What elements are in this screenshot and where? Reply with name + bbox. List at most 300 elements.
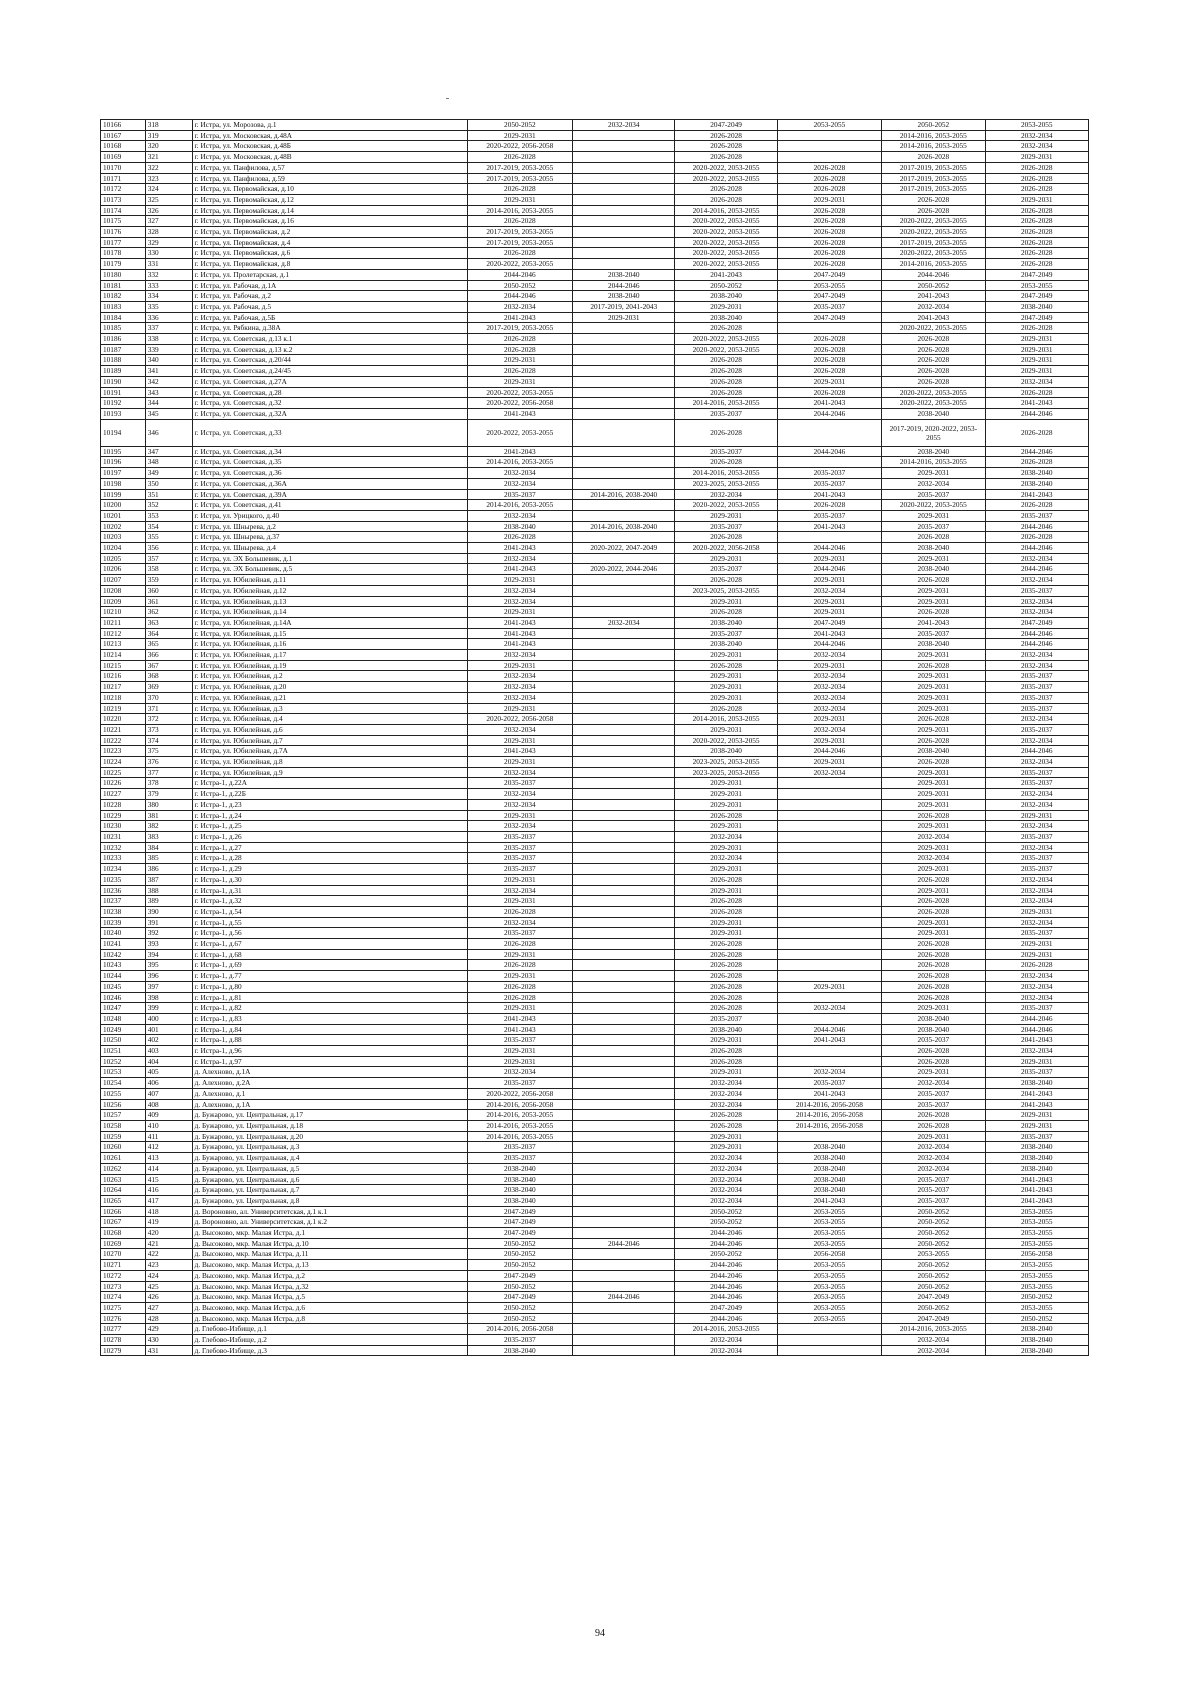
period-col-2-cell	[573, 141, 675, 152]
period-col-3-cell: 2020-2022, 2053-2055	[675, 334, 777, 345]
item-number-cell: 429	[145, 1324, 192, 1335]
item-number-cell: 355	[145, 532, 192, 543]
period-col-5-cell: 2017-2019, 2053-2055	[882, 173, 985, 184]
period-col-2-cell	[573, 885, 675, 896]
record-number-cell: 10254	[101, 1078, 146, 1089]
period-col-2-cell	[573, 1142, 675, 1153]
period-col-6-cell: 2035-2037	[985, 864, 1088, 875]
period-col-6-cell: 2032-2034	[985, 971, 1088, 982]
period-col-2-cell	[573, 671, 675, 682]
item-number-cell: 319	[145, 130, 192, 141]
period-col-1-cell: 2017-2019, 2053-2055	[467, 227, 573, 238]
period-col-4-cell: 2032-2034	[777, 692, 881, 703]
period-col-1-cell: 2038-2040	[467, 1174, 573, 1185]
scan-artifact	[446, 98, 449, 99]
period-col-4-cell: 2035-2037	[777, 301, 881, 312]
record-number-cell: 10269	[101, 1238, 146, 1249]
period-col-3-cell: 2026-2028	[675, 387, 777, 398]
period-col-3-cell: 2020-2022, 2053-2055	[675, 500, 777, 511]
period-col-6-cell: 2038-2040	[985, 1163, 1088, 1174]
table-row	[101, 767, 1089, 778]
item-number-cell: 354	[145, 521, 192, 532]
address-cell: д. Глебово-Избище, д.3	[192, 1345, 467, 1356]
record-number-cell: 10241	[101, 939, 146, 950]
period-col-3-cell: 2029-2031	[675, 553, 777, 564]
record-number-cell: 10204	[101, 543, 146, 554]
period-col-1-cell: 2035-2037	[467, 842, 573, 853]
period-col-2-cell	[573, 874, 675, 885]
period-col-4-cell: 2041-2043	[777, 1035, 881, 1046]
record-number-cell: 10179	[101, 259, 146, 270]
period-col-6-cell: 2047-2049	[985, 269, 1088, 280]
item-number-cell: 420	[145, 1228, 192, 1239]
table-row	[101, 971, 1089, 982]
period-col-4-cell: 2029-2031	[777, 607, 881, 618]
table-row	[101, 650, 1089, 661]
address-cell: г. Истра, ул. Советская, д.36	[192, 468, 467, 479]
period-col-1-cell: 2026-2028	[467, 532, 573, 543]
period-col-6-cell: 2044-2046	[985, 408, 1088, 419]
item-number-cell: 323	[145, 173, 192, 184]
period-col-1-cell: 2020-2022, 2056-2058	[467, 714, 573, 725]
record-number-cell: 10211	[101, 617, 146, 628]
item-number-cell: 357	[145, 553, 192, 564]
period-col-6-cell: 2038-2040	[985, 1345, 1088, 1356]
period-col-4-cell: 2044-2046	[777, 746, 881, 757]
period-col-5-cell: 2014-2016, 2053-2055	[882, 1324, 985, 1335]
address-cell: г. Истра-1, д.24	[192, 810, 467, 821]
period-col-1-cell: 2050-2052	[467, 1313, 573, 1324]
address-cell: г. Истра, ул. Юбилейная, д.6	[192, 724, 467, 735]
table-row	[101, 1345, 1089, 1356]
period-col-1-cell: 2017-2019, 2053-2055	[467, 323, 573, 334]
table-row	[101, 152, 1089, 163]
period-col-6-cell: 2032-2034	[985, 141, 1088, 152]
period-col-6-cell: 2038-2040	[985, 468, 1088, 479]
period-col-5-cell: 2026-2028	[882, 344, 985, 355]
table-row	[101, 789, 1089, 800]
address-cell: г. Истра, ул. Юбилейная, д.2	[192, 671, 467, 682]
period-col-5-cell: 2029-2031	[882, 703, 985, 714]
period-col-5-cell: 2029-2031	[882, 650, 985, 661]
period-col-4-cell: 2044-2046	[777, 408, 881, 419]
item-number-cell: 415	[145, 1174, 192, 1185]
table-row	[101, 1035, 1089, 1046]
address-cell: д. Бужарово, ул. Центральная, д.8	[192, 1195, 467, 1206]
period-col-3-cell: 2044-2046	[675, 1238, 777, 1249]
period-col-4-cell: 2044-2046	[777, 639, 881, 650]
period-col-1-cell: 2026-2028	[467, 184, 573, 195]
address-cell: д. Бужарово, ул. Центральная, д.18	[192, 1120, 467, 1131]
period-col-2-cell	[573, 1088, 675, 1099]
address-cell: г. Истра, ул. Юбилейная, д.19	[192, 660, 467, 671]
item-number-cell: 371	[145, 703, 192, 714]
item-number-cell: 360	[145, 585, 192, 596]
period-col-2-cell: 2014-2016, 2038-2040	[573, 489, 675, 500]
period-col-1-cell: 2029-2031	[467, 874, 573, 885]
period-col-5-cell: 2038-2040	[882, 746, 985, 757]
period-col-4-cell: 2026-2028	[777, 355, 881, 366]
period-col-1-cell: 2029-2031	[467, 735, 573, 746]
item-number-cell: 322	[145, 162, 192, 173]
period-col-4-cell	[777, 141, 881, 152]
period-col-5-cell: 2035-2037	[882, 521, 985, 532]
table-row	[101, 639, 1089, 650]
item-number-cell: 410	[145, 1120, 192, 1131]
period-col-3-cell: 2023-2025, 2053-2055	[675, 585, 777, 596]
period-col-5-cell: 2026-2028	[882, 1056, 985, 1067]
period-col-1-cell: 2026-2028	[467, 344, 573, 355]
period-col-1-cell: 2029-2031	[467, 575, 573, 586]
period-col-3-cell: 2038-2040	[675, 639, 777, 650]
period-col-6-cell: 2026-2028	[985, 259, 1088, 270]
record-number-cell: 10228	[101, 799, 146, 810]
table-row	[101, 714, 1089, 725]
period-col-2-cell	[573, 842, 675, 853]
period-col-3-cell: 2029-2031	[675, 864, 777, 875]
table-row	[101, 617, 1089, 628]
period-col-4-cell: 2035-2037	[777, 478, 881, 489]
table-row	[101, 478, 1089, 489]
period-col-6-cell: 2026-2028	[985, 532, 1088, 543]
record-number-cell: 10192	[101, 398, 146, 409]
period-col-2-cell	[573, 173, 675, 184]
period-col-4-cell	[777, 532, 881, 543]
period-col-1-cell: 2029-2031	[467, 194, 573, 205]
period-col-6-cell: 2041-2043	[985, 1185, 1088, 1196]
period-col-1-cell: 2035-2037	[467, 1335, 573, 1346]
period-col-6-cell: 2038-2040	[985, 301, 1088, 312]
period-col-3-cell: 2020-2022, 2053-2055	[675, 344, 777, 355]
period-col-2-cell	[573, 344, 675, 355]
period-col-5-cell: 2038-2040	[882, 639, 985, 650]
record-number-cell: 10243	[101, 960, 146, 971]
record-number-cell: 10235	[101, 874, 146, 885]
period-col-2-cell	[573, 585, 675, 596]
record-number-cell: 10168	[101, 141, 146, 152]
record-number-cell: 10191	[101, 387, 146, 398]
period-col-2-cell	[573, 1046, 675, 1057]
table-row	[101, 457, 1089, 468]
record-number-cell: 10186	[101, 334, 146, 345]
address-cell: г. Истра, ул. Юбилейная, д.7А	[192, 746, 467, 757]
period-col-5-cell: 2029-2031	[882, 767, 985, 778]
period-col-2-cell	[573, 152, 675, 163]
address-cell: г. Истра, ул. Первомайская, д.6	[192, 248, 467, 259]
record-number-cell: 10208	[101, 585, 146, 596]
period-col-6-cell: 2026-2028	[985, 323, 1088, 334]
address-cell: г. Истра, ул. Советская, д.35	[192, 457, 467, 468]
period-col-3-cell: 2044-2046	[675, 1292, 777, 1303]
period-col-1-cell: 2041-2043	[467, 543, 573, 554]
address-cell: г. Истра, ул. Юбилейная, д.14	[192, 607, 467, 618]
table-row	[101, 1324, 1089, 1335]
period-col-3-cell: 2026-2028	[675, 810, 777, 821]
item-number-cell: 428	[145, 1313, 192, 1324]
address-cell: д. Глебово-Избище, д.2	[192, 1335, 467, 1346]
period-col-1-cell: 2032-2034	[467, 301, 573, 312]
table-row	[101, 130, 1089, 141]
period-col-4-cell	[777, 896, 881, 907]
period-col-5-cell: 2041-2043	[882, 312, 985, 323]
period-col-6-cell: 2035-2037	[985, 703, 1088, 714]
period-col-6-cell: 2044-2046	[985, 628, 1088, 639]
period-col-3-cell: 2044-2046	[675, 1228, 777, 1239]
period-col-2-cell	[573, 532, 675, 543]
period-col-5-cell: 2032-2034	[882, 1335, 985, 1346]
period-col-4-cell	[777, 1131, 881, 1142]
period-col-2-cell: 2044-2046	[573, 280, 675, 291]
record-number-cell: 10174	[101, 205, 146, 216]
item-number-cell: 406	[145, 1078, 192, 1089]
period-col-6-cell: 2026-2028	[985, 173, 1088, 184]
period-col-5-cell: 2035-2037	[882, 1195, 985, 1206]
period-col-2-cell	[573, 917, 675, 928]
period-col-2-cell	[573, 553, 675, 564]
period-col-1-cell: 2029-2031	[467, 971, 573, 982]
period-col-4-cell: 2026-2028	[777, 205, 881, 216]
period-col-6-cell: 2035-2037	[985, 1067, 1088, 1078]
table-row	[101, 120, 1089, 131]
period-col-5-cell: 2014-2016, 2053-2055	[882, 130, 985, 141]
address-cell: г. Истра, ул. Советская, д.36А	[192, 478, 467, 489]
period-col-4-cell: 2032-2034	[777, 1003, 881, 1014]
item-number-cell: 344	[145, 398, 192, 409]
address-cell: г. Истра, ул. Шнырева, д.37	[192, 532, 467, 543]
period-col-3-cell: 2029-2031	[675, 682, 777, 693]
record-number-cell: 10272	[101, 1270, 146, 1281]
period-col-4-cell	[777, 789, 881, 800]
period-col-4-cell: 2053-2055	[777, 1238, 881, 1249]
period-col-4-cell	[777, 323, 881, 334]
period-col-3-cell: 2014-2016, 2053-2055	[675, 714, 777, 725]
item-number-cell: 375	[145, 746, 192, 757]
period-col-1-cell: 2026-2028	[467, 906, 573, 917]
period-col-1-cell: 2041-2043	[467, 617, 573, 628]
item-number-cell: 369	[145, 682, 192, 693]
address-cell: г. Истра-1, д.28	[192, 853, 467, 864]
period-col-1-cell: 2032-2034	[467, 799, 573, 810]
period-col-1-cell: 2026-2028	[467, 366, 573, 377]
table-row	[101, 1174, 1089, 1185]
period-col-1-cell: 2035-2037	[467, 489, 573, 500]
address-cell: г. Истра, ул. Советская, д.41	[192, 500, 467, 511]
address-cell: д. Алехново, д.1А	[192, 1099, 467, 1110]
period-col-2-cell	[573, 248, 675, 259]
period-col-4-cell	[777, 864, 881, 875]
address-cell: г. Истра-1, д.22Б	[192, 789, 467, 800]
table-row	[101, 1206, 1089, 1217]
address-cell: д. Бужарово, ул. Центральная, д.4	[192, 1153, 467, 1164]
address-cell: д. Высоково, мкр. Малая Истра, д.32	[192, 1281, 467, 1292]
table-row	[101, 1099, 1089, 1110]
period-col-4-cell: 2038-2040	[777, 1174, 881, 1185]
address-cell: г. Истра-1, д.29	[192, 864, 467, 875]
item-number-cell: 343	[145, 387, 192, 398]
period-col-4-cell: 2044-2046	[777, 564, 881, 575]
period-col-6-cell: 2032-2034	[985, 885, 1088, 896]
period-col-5-cell: 2020-2022, 2053-2055	[882, 398, 985, 409]
address-cell: г. Истра, ул. Шнырева, д.2	[192, 521, 467, 532]
period-col-2-cell	[573, 799, 675, 810]
record-number-cell: 10239	[101, 917, 146, 928]
period-col-2-cell	[573, 1345, 675, 1356]
period-col-1-cell: 2029-2031	[467, 130, 573, 141]
item-number-cell: 361	[145, 596, 192, 607]
record-number-cell: 10266	[101, 1206, 146, 1217]
item-number-cell: 379	[145, 789, 192, 800]
record-number-cell: 10248	[101, 1013, 146, 1024]
page-number: 94	[595, 1628, 605, 1639]
period-col-5-cell: 2026-2028	[882, 939, 985, 950]
item-number-cell: 403	[145, 1046, 192, 1057]
period-col-5-cell: 2050-2052	[882, 1260, 985, 1271]
address-cell: г. Истра-1, д.96	[192, 1046, 467, 1057]
record-number-cell: 10225	[101, 767, 146, 778]
item-number-cell: 339	[145, 344, 192, 355]
record-number-cell: 10195	[101, 446, 146, 457]
address-cell: д. Вороновно, ал. Университетская, д.1 к.1	[192, 1206, 467, 1217]
record-number-cell: 10250	[101, 1035, 146, 1046]
period-col-4-cell: 2029-2031	[777, 194, 881, 205]
address-cell: г. Истра, ул. Юбилейная, д.7	[192, 735, 467, 746]
table-row	[101, 259, 1089, 270]
table-row	[101, 237, 1089, 248]
period-col-6-cell: 2032-2034	[985, 575, 1088, 586]
address-cell: г. Истра-1, д.22А	[192, 778, 467, 789]
period-col-2-cell: 2032-2034	[573, 120, 675, 131]
period-col-6-cell: 2038-2040	[985, 1324, 1088, 1335]
table-row	[101, 323, 1089, 334]
period-col-5-cell: 2038-2040	[882, 446, 985, 457]
address-cell: г. Истра-1, д.27	[192, 842, 467, 853]
period-col-2-cell	[573, 639, 675, 650]
address-cell: д. Глебово-Избище, д.1	[192, 1324, 467, 1335]
record-number-cell: 10275	[101, 1302, 146, 1313]
period-col-6-cell: 2032-2034	[985, 607, 1088, 618]
table-row	[101, 1142, 1089, 1153]
period-col-5-cell: 2026-2028	[882, 971, 985, 982]
period-col-3-cell: 2026-2028	[675, 981, 777, 992]
record-number-cell: 10216	[101, 671, 146, 682]
period-col-4-cell	[777, 1335, 881, 1346]
item-number-cell: 383	[145, 832, 192, 843]
table-row	[101, 194, 1089, 205]
item-number-cell: 421	[145, 1238, 192, 1249]
period-col-6-cell: 2029-2031	[985, 939, 1088, 950]
period-col-4-cell	[777, 1324, 881, 1335]
period-col-2-cell	[573, 216, 675, 227]
period-col-5-cell: 2020-2022, 2053-2055	[882, 227, 985, 238]
period-col-4-cell: 2029-2031	[777, 757, 881, 768]
period-col-6-cell: 2041-2043	[985, 1099, 1088, 1110]
period-col-5-cell: 2029-2031	[882, 799, 985, 810]
address-cell: г. Истра, ул. Первомайская, д.4	[192, 237, 467, 248]
period-col-4-cell: 2038-2040	[777, 1163, 881, 1174]
period-col-4-cell: 2044-2046	[777, 543, 881, 554]
item-number-cell: 423	[145, 1260, 192, 1271]
address-cell: г. Истра, ул. Рабочая, д.2	[192, 291, 467, 302]
item-number-cell: 330	[145, 248, 192, 259]
address-cell: г. Истра, ул. Первомайская, д.12	[192, 194, 467, 205]
period-col-4-cell	[777, 917, 881, 928]
period-col-2-cell	[573, 408, 675, 419]
period-col-4-cell	[777, 949, 881, 960]
period-col-4-cell: 2032-2034	[777, 767, 881, 778]
table-row	[101, 1078, 1089, 1089]
period-col-6-cell: 2035-2037	[985, 832, 1088, 843]
period-col-1-cell: 2014-2016, 2053-2055	[467, 205, 573, 216]
period-col-2-cell	[573, 628, 675, 639]
period-col-6-cell: 2032-2034	[985, 553, 1088, 564]
record-number-cell: 10260	[101, 1142, 146, 1153]
period-col-5-cell: 2026-2028	[882, 874, 985, 885]
record-number-cell: 10274	[101, 1292, 146, 1303]
record-number-cell: 10205	[101, 553, 146, 564]
item-number-cell: 377	[145, 767, 192, 778]
address-cell: д. Высоково, мкр. Малая Истра, д.8	[192, 1313, 467, 1324]
period-col-5-cell: 2053-2055	[882, 1249, 985, 1260]
period-col-4-cell: 2026-2028	[777, 500, 881, 511]
period-col-5-cell: 2044-2046	[882, 269, 985, 280]
period-col-5-cell: 2032-2034	[882, 301, 985, 312]
period-col-5-cell: 2026-2028	[882, 810, 985, 821]
period-col-1-cell: 2014-2016, 2056-2058	[467, 1099, 573, 1110]
period-col-1-cell: 2020-2022, 2053-2055	[467, 259, 573, 270]
record-number-cell: 10258	[101, 1120, 146, 1131]
item-number-cell: 418	[145, 1206, 192, 1217]
period-col-4-cell: 2026-2028	[777, 162, 881, 173]
period-col-4-cell: 2029-2031	[777, 981, 881, 992]
period-col-2-cell	[573, 184, 675, 195]
address-cell: г. Истра, ул. Первомайская, д.10	[192, 184, 467, 195]
period-col-2-cell	[573, 1153, 675, 1164]
period-col-3-cell: 2044-2046	[675, 1270, 777, 1281]
record-number-cell: 10187	[101, 344, 146, 355]
period-col-1-cell: 2026-2028	[467, 992, 573, 1003]
period-col-6-cell: 2053-2055	[985, 1217, 1088, 1228]
period-col-5-cell: 2050-2052	[882, 1302, 985, 1313]
period-col-1-cell: 2029-2031	[467, 660, 573, 671]
period-col-6-cell: 2035-2037	[985, 928, 1088, 939]
period-col-2-cell	[573, 1035, 675, 1046]
period-col-4-cell	[777, 928, 881, 939]
period-col-4-cell: 2038-2040	[777, 1185, 881, 1196]
table-row	[101, 355, 1089, 366]
period-col-5-cell: 2017-2019, 2053-2055	[882, 184, 985, 195]
item-number-cell: 373	[145, 724, 192, 735]
period-col-2-cell	[573, 1024, 675, 1035]
period-col-6-cell: 2053-2055	[985, 1206, 1088, 1217]
period-col-2-cell	[573, 334, 675, 345]
record-number-cell: 10215	[101, 660, 146, 671]
period-col-2-cell	[573, 724, 675, 735]
period-col-2-cell: 2020-2022, 2047-2049	[573, 543, 675, 554]
period-col-5-cell: 2026-2028	[882, 660, 985, 671]
item-number-cell: 341	[145, 366, 192, 377]
table-row	[101, 1067, 1089, 1078]
period-col-6-cell: 2050-2052	[985, 1313, 1088, 1324]
period-col-4-cell	[777, 842, 881, 853]
address-cell: г. Истра-1, д.25	[192, 821, 467, 832]
record-number-cell: 10198	[101, 478, 146, 489]
period-col-2-cell: 2029-2031	[573, 312, 675, 323]
record-number-cell: 10264	[101, 1185, 146, 1196]
table-row	[101, 596, 1089, 607]
record-number-cell: 10181	[101, 280, 146, 291]
period-col-6-cell: 2032-2034	[985, 735, 1088, 746]
period-col-6-cell: 2041-2043	[985, 489, 1088, 500]
